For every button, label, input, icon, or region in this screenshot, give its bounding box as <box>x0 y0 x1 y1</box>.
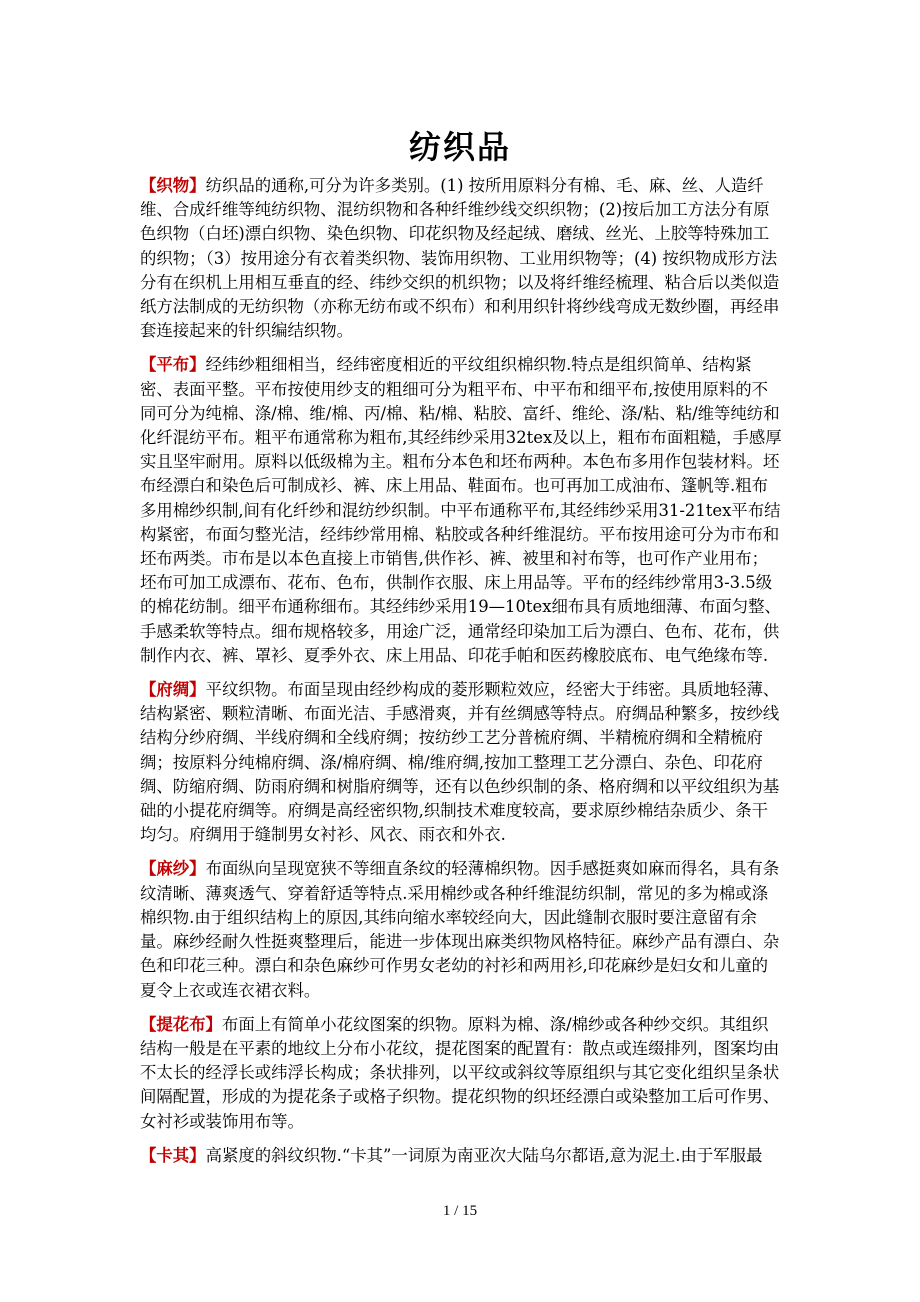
entry-paragraph <box>140 353 782 668</box>
entry-paragraph <box>140 1013 782 1134</box>
page-number: 1 / 15 <box>442 1203 478 1219</box>
document-body <box>140 174 782 1178</box>
entry-term: 【平布】 <box>140 355 206 375</box>
entry-text: 经纬纱粗细相当，经纬密度相近的平纹组织棉织物.特点是组织简单、结构紧密、表面平整。平布按使用纱支的粗细可分为粗平布、中平布和细平布,按使用原料的不同可分为纯棉、涤/棉、维/棉、丙/棉、粘/棉、粘胶、富纤、维纶、涤/粘、粘/维等纯纺和化纤混纺平布。粗平布通常称为粗布,其经纬纱采用32tex及以上，粗布布面粗糙，手感厚实且坚牢耐用。原料以低级棉为主。粗布分本色和坯布两种。本色布多用作包装材料。坯布经漂白和染色后可制成衫、裤、床上用品、鞋面布。也可再加工成油布、篷帆等.粗布多用棉纱织制,间有化纤纱和混纺纱织制。中平布通称平布,其经纬纱采用31-21tex平布结构紧密，布面匀整光洁，经纬纱常用棉、粘胶或各种纤维混纺。平布按用途可分为市布和坯布两类。市布是以本色直接上市销售,供作衫、裤、被里和衬布等，也可作产业用布；坯布可加工成漂布、花布、色布，供制作衣服、床上用品等。平布的经纬纱常用3-3.5级的棉花纺制。细平布通称细布。其经纬纱采用19—10tex细布具有质地细薄、布面匀整、手感柔软等特点。细布规格较多，用途广泛，通常经印染加工后为漂白、色布、花布，供制作内衣、裤、罩衫、夏季外衣、床上用品、印花手帕和医药橡胶底布、电气绝缘布等. <box>140 355 782 665</box>
entry-paragraph <box>140 1144 782 1168</box>
entry-term: 【麻纱】 <box>140 859 206 879</box>
entry-paragraph <box>140 174 782 343</box>
entry-paragraph <box>140 857 782 1002</box>
entry-term: 【提花布】 <box>140 1014 222 1034</box>
entry-term: 【卡其】 <box>140 1145 206 1165</box>
entry-text: 高紧度的斜纹织物.“卡其”一词原为南亚次大陆乌尔都语,意为泥土.由于军服最 <box>205 1145 763 1165</box>
entry-paragraph <box>140 678 782 847</box>
entry-text: 布面纵向呈现宽狭不等细直条纹的轻薄棉织物。因手感挺爽如麻而得名，具有条纹清晰、薄爽透气、穿着舒适等特点.采用棉纱或各种纤维混纺织制，常见的多为棉或涤棉织物.由于组织结构上的原因,其纬向缩水率较经向大，因此缝制衣服时要注意留有余量。麻纱经耐久性挺爽整理后，能进一步体现出麻类织物风格特征。麻纱产品有漂白、杂色和印花三种。漂白和杂色麻纱可作男女老幼的衬衫和两用衫,印花麻纱是妇女和儿童的夏令上衣或连衣裙衣料。 <box>140 859 780 1000</box>
entry-text: 平纹织物。布面呈现由经纱构成的菱形颗粒效应，经密大于纬密。具质地轻薄、结构紧密、颗粒清晰、布面光洁、手感滑爽，并有丝绸感等特点。府绸品种繁多，按纱线结构分纱府绸、半线府绸和全线府绸；按纺纱工艺分普梳府绸、半精梳府绸和全精梳府绸；按原料分纯棉府绸、涤/棉府绸、棉/维府绸,按加工整理工艺分漂白、杂色、印花府绸、防缩府绸、防雨府绸和树脂府绸等，还有以色纱织制的条、格府绸和以平纹组织为基础的小提花府绸等。府绸是高经密织物,织制技术难度较高，要求原纱棉结杂质少、条干均匀。府绸用于缝制男女衬衫、风衣、雨衣和外衣. <box>140 680 780 845</box>
entry-term: 【府绸】 <box>140 680 206 700</box>
page-title: 纺织品 <box>408 128 511 166</box>
entry-text: 纺织品的通称,可分为许多类别。(1) 按所用原料分有棉、毛、麻、丝、人造纤维、合成纤维等纯纺织物、混纺织物和各种纤维纱线交织织物；(2)按后加工方法分有原色织物（白坯)漂白织物、染色织物、印花织物及经起绒、磨绒、丝光、上胶等特殊加工的织物；（3）按用途分有衣着类织物、装饰用织物、工业用织物等；(4) 按织物成形方法分有在织机上用相互垂直的经、纬纱交织的机织物；以及将纤维经梳理、粘合后以类似造纸方法制成的无纺织物（亦称无纺布或不织布）和利用织针将纱线弯成无数纱圈，再经串套连接起来的针织编结织物。 <box>140 176 780 341</box>
entry-term: 【织物】 <box>140 176 206 195</box>
entry-text: 布面上有简单小花纹图案的织物。原料为棉、涤/棉纱或各种纱交织。其组织结构一般是在平素的地纹上分布小花纹，提花图案的配置有：散点或连缀排列，图案均由不太长的经浮长或纬浮长构成；条状排列，以平纹或斜纹等原组织与其它变化组织呈条状间隔配置，形成的为提花条子或格子织物。提花织物的织坯经漂白或染整加工后可作男、女衬衫或装饰用布等。 <box>140 1014 780 1131</box>
